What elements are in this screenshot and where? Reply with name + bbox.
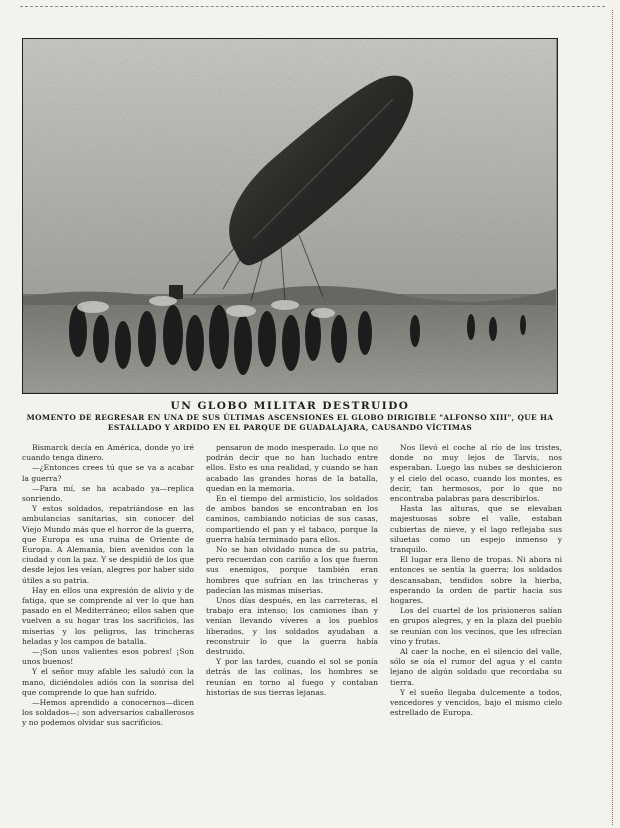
article-column-2	[206, 443, 378, 821]
paragraph: Y estos soldados, repatriándose en las ambulancias sanitarias, sin conocer del Viejo Mundo más que el horror de la guerra, que Europa es una ruina de Oriente de Europa. A Alemania, bien avenidos con la ciudad y con la paz. Y se despidió de los que desde lejos les veían, alegres por haber sido útiles a su patria.	[22, 504, 194, 585]
paragraph: Y por las tardes, cuando el sol se ponía detrás de las colinas, los hombres se reunían en torno al fuego y contaban historias de sus tierras lejanas.	[206, 657, 378, 697]
photo-illustration	[23, 39, 556, 392]
paragraph: Unos días después, en las carreteras, el trabajo era intenso; los camiones iban y venían llevando víveres a los pueblos liberados, y los soldados ayudaban a reconstruir lo que la guerra había destruido.	[206, 596, 378, 657]
paragraph: No se han olvidado nunca de su patria, pero recuerdan con cariño a los que fueron sus enemigos, porque también eran hombres que sufrían en las trincheras y padecían las mismas miserias.	[206, 545, 378, 595]
news-photograph	[22, 38, 558, 394]
paragraph: —Hemos aprendido a conocernos—dicen los soldados—; son adversarios caballerosos y no podemos olvidar sus sacrificios.	[22, 698, 194, 728]
paragraph: Bismarck decía en América, donde yo iré cuando tenga dinero.	[22, 443, 194, 463]
paragraph: Hay en ellos una expresión de alivio y de fatiga, que se comprende al ver lo que han pasado en el Mediterráneo; ellos saben que vuelven a su hogar tras los sacrificios, las miserias y los peligros, las trincheras heladas y los campos de batalla.	[22, 585, 194, 646]
paragraph: Los del cuartel de los prisioneros salían en grupos alegres, y en la plaza del pueblo se reunían con los vecinos, que les ofrecían vino y frutas.	[390, 606, 562, 646]
page-right-edge	[612, 10, 615, 825]
article-column-1	[22, 443, 194, 821]
paragraph: En el tiempo del armisticio, los soldados de ambos bandos se encontraban en los caminos, cambiando noticias de sus casas, compartiendo el pan y el tabaco, porque la guerra había terminado para ellos.	[206, 494, 378, 544]
caption-title: UN GLOBO MILITAR DESTRUIDO	[170, 400, 410, 412]
paragraph: —¡Son unos valientes esos pobres! ¡Son unos buenos!	[22, 647, 194, 667]
paragraph: pensaron de modo inesperado. Lo que no podrán decir que no han luchado entre ellos. Esto es una realidad, y cuando se han acabado las grandes horas de la batalla, quedan en la memoria.	[206, 443, 378, 493]
paragraph: —¿Entonces crees tú que se va a acabar la guerra?	[22, 463, 194, 483]
article-columns	[22, 443, 562, 821]
balloon-car	[169, 285, 183, 299]
page-top-edge	[20, 6, 605, 9]
paragraph: Y el sueño llegaba dulcemente a todos, vencedores y vencidos, bajo el mismo cielo estrellado de Europa.	[390, 687, 562, 718]
caption-subtitle: MOMENTO DE REGRESAR EN UNA DE SUS ÚLTIMAS ASCENSIONES EL GLOBO DIRIGIBLE "ALFONSO XIII", QUE HA ESTALLADO Y ARDIDO EN EL PARQUE DE GUADALAJARA, CAUSANDO VÍCTIMAS	[26, 413, 554, 432]
paragraph: El lugar era lleno de tropas. Ni ahora ni entonces se sentía la guerra; los soldados descansaban, tendidos sobre la hierba, esperando la orden de partir hacia sus hogares.	[390, 555, 562, 606]
paragraph: Al caer la noche, en el silencio del valle, sólo se oía el rumor del agua y el canto lejano de algún soldado que recordaba su tierra.	[390, 647, 562, 687]
paragraph: Hasta las alturas, que se elevaban majestuosas sobre el valle, estaban cubiertas de nieve, y el lago reflejaba sus siluetas como un espejo inmenso y tranquilo.	[390, 504, 562, 555]
paragraph: Nos llevó el coche al río de los tristes, donde no muy lejos de Tarvis, nos esperaban. Luego las nubes se deshicieron y el cielo del ocaso, cuando los montes, es decir, tan hermosos, por lo que no encontraba palabras para describirlos.	[390, 443, 562, 504]
paragraph: —Para mí, se ha acabado ya—replica sonriendo.	[22, 483, 194, 504]
paragraph: Y el señor muy afable les saludó con la mano, diciéndoles adiós con la sonrisa del que comprende lo que han sufrido.	[22, 667, 194, 697]
article-column-3	[390, 443, 562, 821]
